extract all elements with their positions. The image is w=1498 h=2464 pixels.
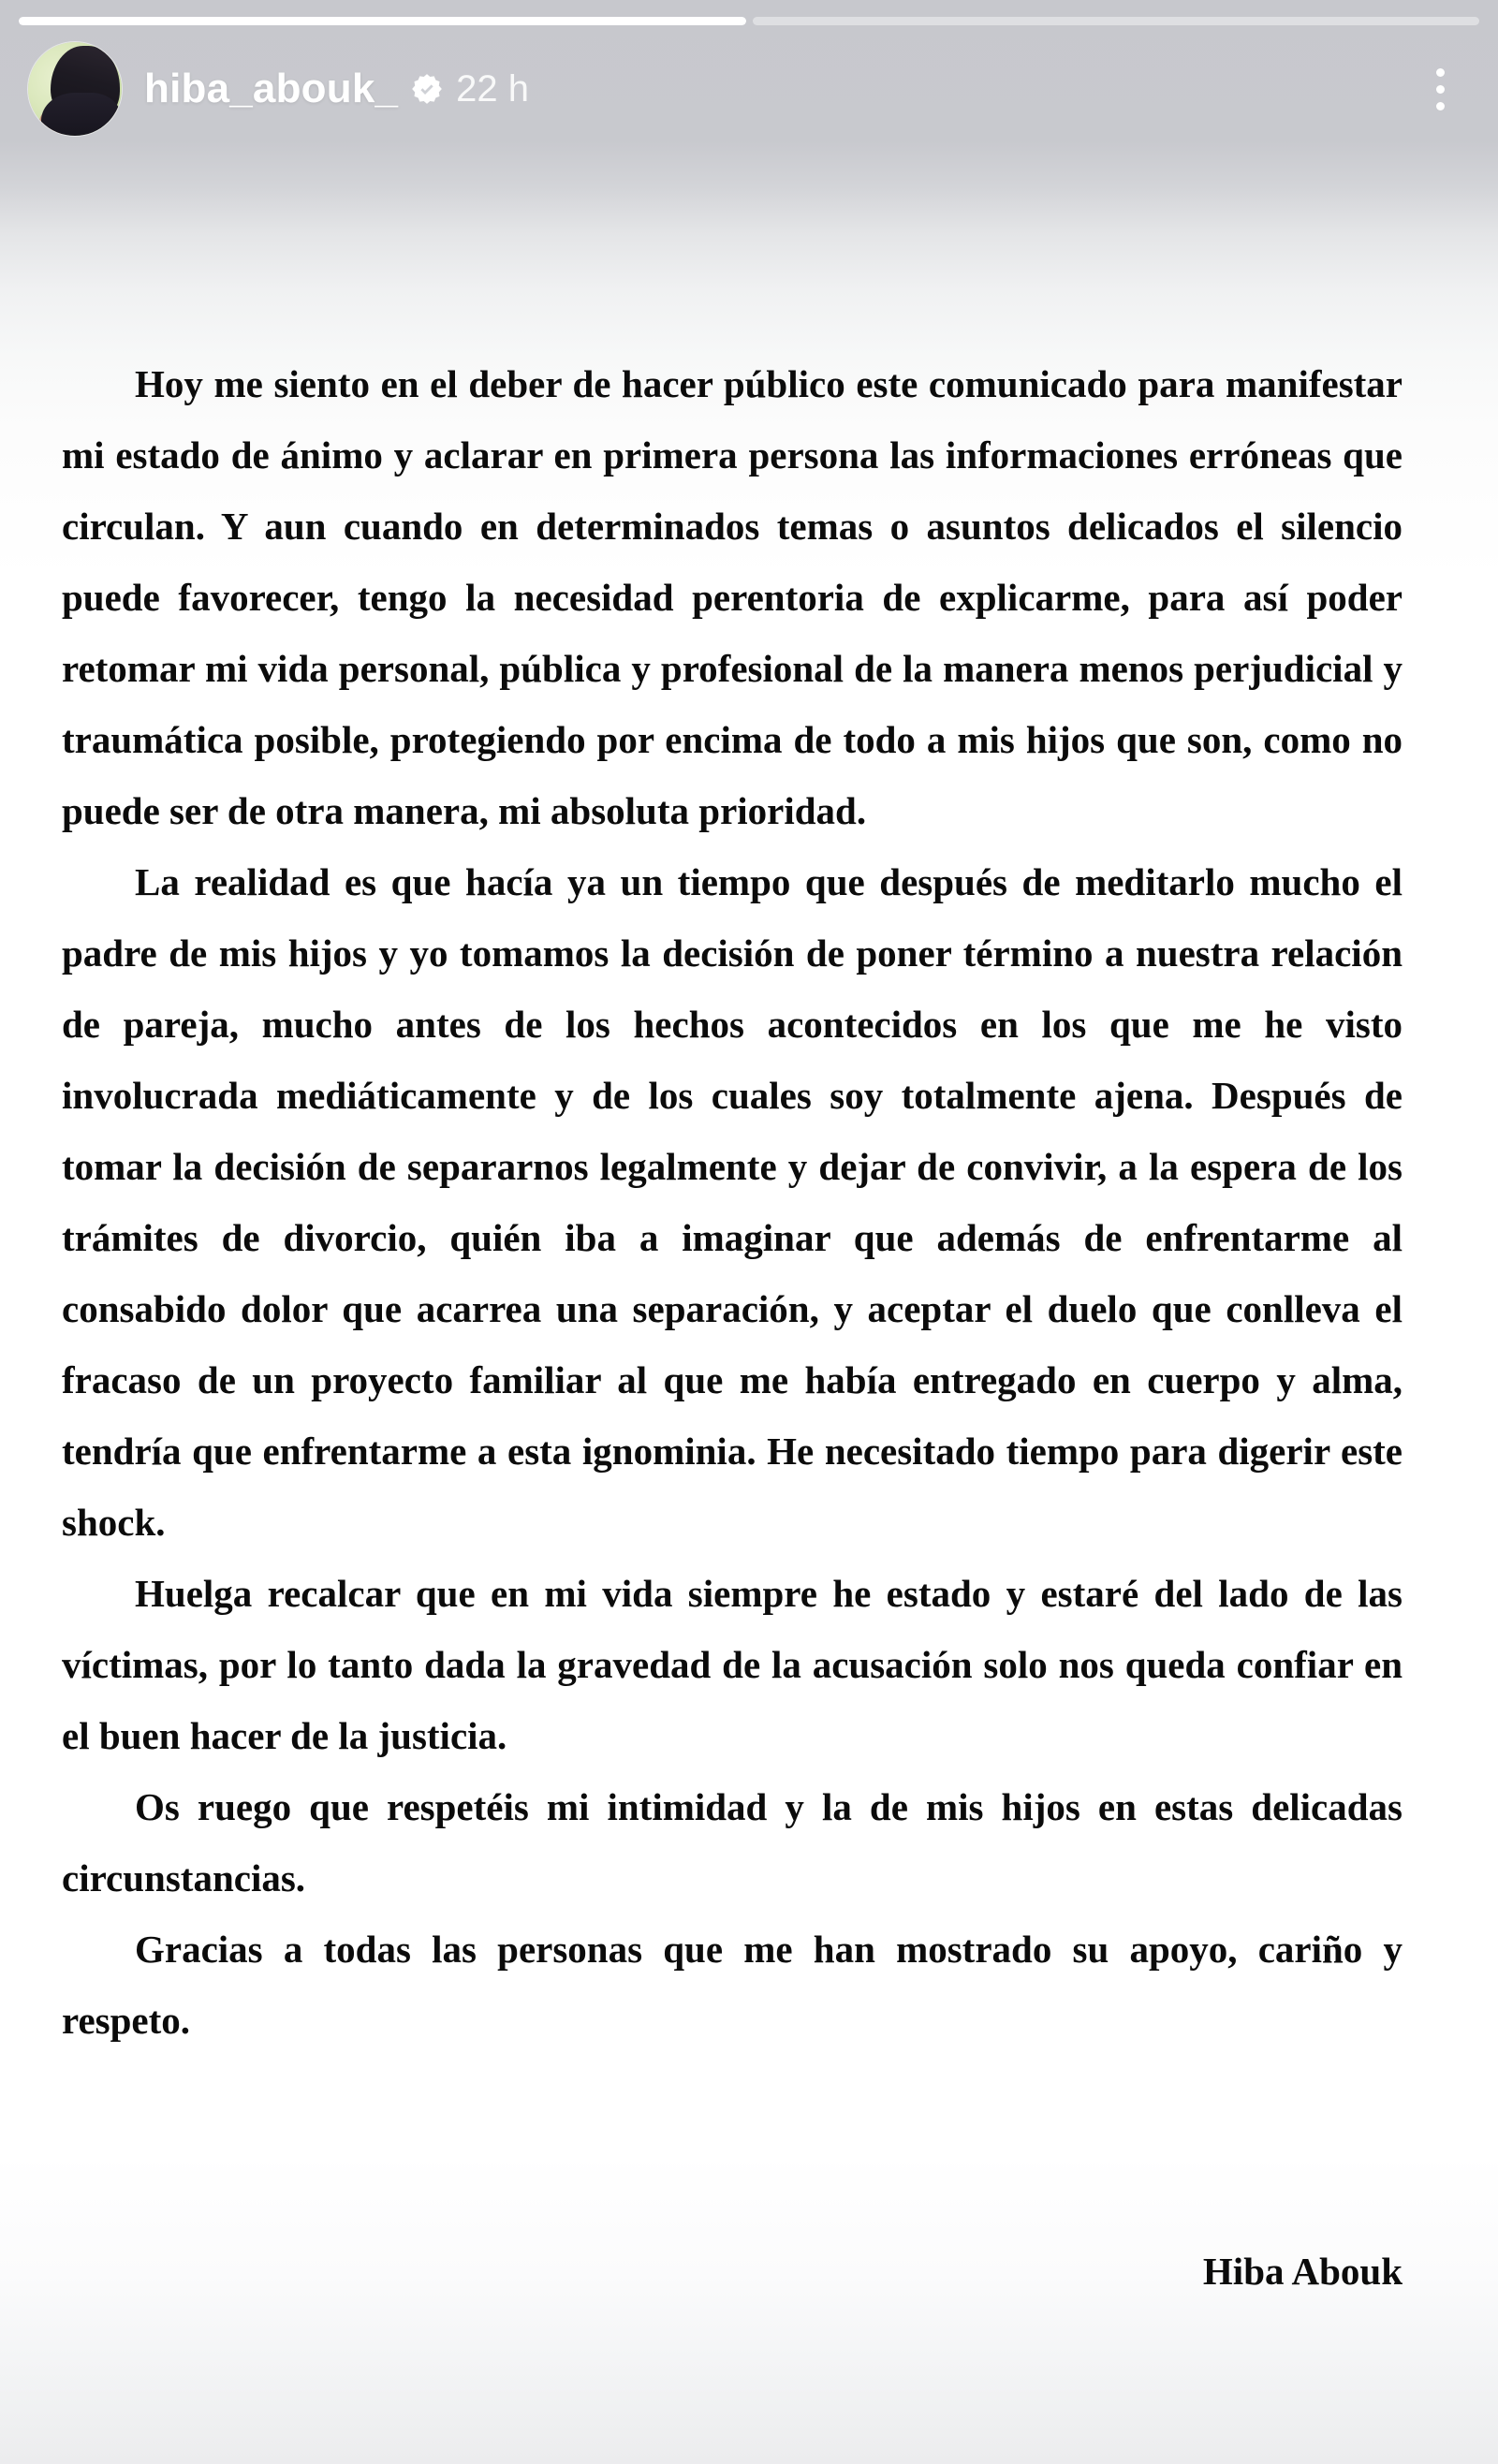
story-progress-segment-1[interactable] (19, 17, 746, 25)
story-progress-segment-2[interactable] (753, 17, 1480, 25)
more-options-icon[interactable] (1414, 60, 1466, 118)
avatar-face-shape (71, 57, 102, 96)
avatar[interactable] (28, 42, 122, 136)
more-dot-3 (1436, 102, 1445, 110)
story-author-info (144, 66, 529, 112)
username-label[interactable]: hiba_abouk_ (144, 66, 399, 111)
statement-paragraph: Hoy me siento en el deber de hacer público este comunicado para manifestar mi estado de ánimo y aclarar en primera persona las informaciones erróneas que circulan. Y aun cuando en determinados temas o asuntos delicados el silencio puede favorecer, tengo la necesidad perentoria de explicarme, para así poder retomar mi vida personal, pública y profesional de la manera menos perjudicial y traumática posible, protegiendo por encima de todo a mis hijos que son, como no puede ser de otra manera, mi absoluta prioridad. (62, 362, 1403, 832)
statement-signature: Hiba Abouk (1202, 2250, 1403, 2293)
statement-paragraph: Os ruego que respetéis mi intimidad y la de mis hijos en estas delicadas circunstancias. (62, 1785, 1403, 1899)
statement-paragraph: La realidad es que hacía ya un tiempo que después de meditarlo mucho el padre de mis hijos y yo tomamos la decisión de poner término a nuestra relación de pareja, mucho antes de los hechos acontecidos en los que me he visto involucrada mediáticamente y de los cuales soy totalmente ajena. Después de tomar la decisión de separarnos legalmente y dejar de convivir, a la espera de los trámites de divorcio, quién iba a imaginar que además de enfrentarme al consabido dolor que acarrea una separación, y aceptar el duelo que conlleva el fracaso de un proyecto familiar al que me había entregado en cuerpo y alma, tendría que enfrentarme a esta ignominia. He necesitado tiempo para digerir este shock. (62, 860, 1403, 1544)
story-timestamp: 22 h (456, 67, 530, 110)
statement-paragraph: Huelga recalcar que en mi vida siempre he estado y estaré del lado de las víctimas, por lo tanto dada la gravedad de la acusación solo nos queda confiar en el buen hacer de la justicia. (62, 1572, 1403, 1757)
story-header (0, 37, 1498, 140)
more-dot-1 (1436, 68, 1445, 77)
statement-paragraph: Gracias a todas las personas que me han mostrado su apoyo, cariño y respeto. (62, 1928, 1403, 2042)
verified-badge-icon (411, 73, 443, 105)
story-progress-bar (19, 17, 1479, 25)
more-dot-2 (1436, 85, 1445, 94)
statement-body (62, 348, 1403, 2056)
avatar-body-shape (41, 93, 122, 136)
